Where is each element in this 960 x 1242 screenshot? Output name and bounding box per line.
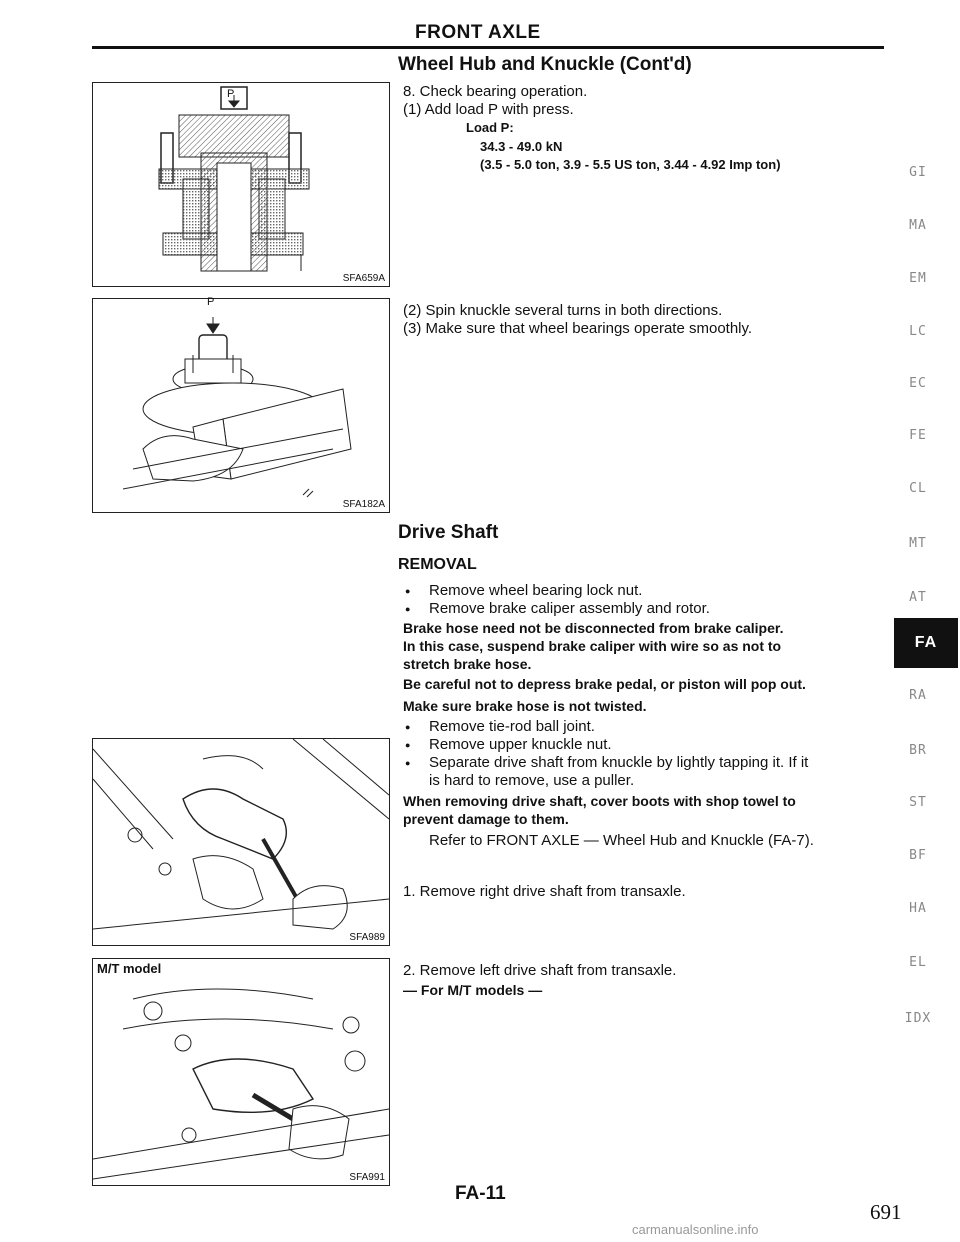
bullet-remove-lock-nut: ● Remove wheel bearing lock nut. [429,581,642,600]
header-title: FRONT AXLE [415,22,541,43]
mt-models-note: — For M/T models — [403,982,543,998]
mt-model-caption: M/T model [97,961,162,976]
note-suspend-caliper-cont: stretch brake hose. [403,656,532,672]
header-rule [92,46,884,49]
bullet-separate-shaft-cont: is hard to remove, use a puller. [429,772,635,789]
note-suspend-caliper: In this case, suspend brake caliper with wire so as not to [403,638,782,654]
tab-at[interactable]: AT [909,590,927,605]
tab-ma[interactable]: MA [909,218,927,233]
step-1: (1) Add load P with press. [403,101,574,118]
figure-tie-rod [92,738,390,946]
tab-cl[interactable]: CL [909,481,927,496]
note-brake-pedal: Be careful not to depress brake pedal, or piston will pop out. [403,676,806,692]
tab-br[interactable]: BR [909,743,927,758]
tie-rod-illustration [93,739,389,945]
bullet-remove-caliper: ● Remove brake caliper assembly and rotor. [429,599,710,618]
drive-shaft-title: Drive Shaft [398,522,499,543]
tab-mt[interactable]: MT [909,536,927,551]
note-cover-boots-cont: prevent damage to them. [403,811,569,827]
section-title: Wheel Hub and Knuckle (Cont'd) [398,54,692,75]
load-mark-p: P [207,296,215,308]
page-code: FA-11 [455,1183,506,1204]
figure-hub-press [92,82,390,287]
load-label: Load P: [466,120,514,135]
removal-heading: REMOVAL [398,556,477,573]
load-mark-p: P [227,88,235,100]
bullet-separate-shaft: ● Separate drive shaft from knuckle by lightly tapping it. If it [429,753,808,772]
tab-ec[interactable]: EC [909,376,927,391]
bullet-remove-tie-rod: ● Remove tie-rod ball joint. [429,717,595,736]
watermark: carmanualsonline.info [632,1222,759,1237]
reference-link: Refer to FRONT AXLE — Wheel Hub and Knuckle (FA-7). [429,832,814,849]
knuckle-spin-illustration [93,299,389,512]
tab-ra[interactable]: RA [909,688,927,703]
hub-press-illustration [93,83,389,286]
tab-fe[interactable]: FE [909,428,927,443]
bullet-remove-knuckle-nut: ● Remove upper knuckle nut. [429,735,612,754]
step-remove-left-shaft: 2. Remove left drive shaft from transaxle. [403,962,677,979]
tab-gi[interactable]: GI [909,165,927,180]
load-detail: (3.5 - 5.0 ton, 3.9 - 5.5 US ton, 3.44 - 4.92 Imp ton) [480,157,781,172]
figure-label: SFA659A [342,273,385,284]
tab-em[interactable]: EM [909,271,927,286]
page-number: 691 [870,1200,902,1224]
figure-left-drive-shaft [92,958,390,1186]
left-drive-shaft-illustration [93,959,389,1185]
step-remove-right-shaft: 1. Remove right drive shaft from transaxle. [403,883,686,900]
load-value: 34.3 - 49.0 kN [480,139,563,154]
step-2: (2) Spin knuckle several turns in both directions. [403,302,723,319]
figure-knuckle-spin [92,298,390,513]
tab-fa[interactable]: FA [894,618,958,668]
step-8: 8. Check bearing operation. [403,83,588,100]
figure-label: SFA182A [342,499,385,510]
figure-label: SFA991 [349,1172,385,1183]
tab-lc[interactable]: LC [909,324,927,339]
tab-el[interactable]: EL [909,955,927,970]
figure-label: SFA989 [349,932,385,943]
step-3: (3) Make sure that wheel bearings operate smoothly. [403,320,753,337]
tab-st[interactable]: ST [909,795,927,810]
note-hose-twisted: Make sure brake hose is not twisted. [403,698,647,714]
note-brake-hose: Brake hose need not be disconnected from brake caliper. [403,620,784,636]
note-cover-boots: When removing drive shaft, cover boots with shop towel to [403,793,796,809]
tab-idx[interactable]: IDX [904,1011,932,1026]
tab-ha[interactable]: HA [909,901,927,916]
tab-bf[interactable]: BF [909,848,927,863]
